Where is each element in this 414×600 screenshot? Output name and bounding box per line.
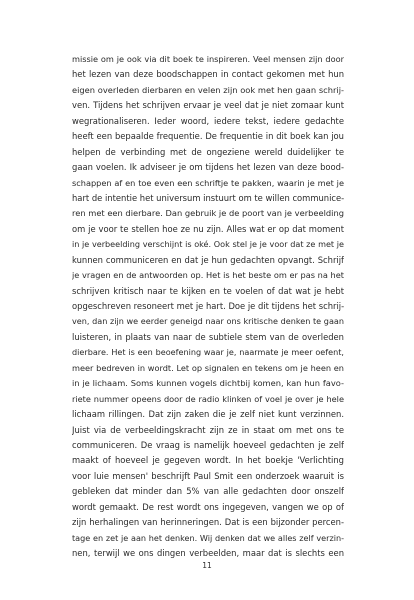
text-line: wegrationaliseren. Ieder woord, iedere tekst, iedere gedachte bbox=[72, 115, 344, 126]
text-line: gaan voelen. Ik adviseer je om tijdens het lezen van deze bood- bbox=[72, 162, 344, 173]
text-line: het lezen van deze boodschappen in contact gekomen met hun bbox=[72, 69, 344, 80]
text-line: luisteren, in plaats van naar de subtiele stem van de overleden bbox=[72, 331, 344, 342]
text-line: eigen overleden dierbaren en velen zijn ook met hen gaan schrij- bbox=[72, 84, 344, 95]
text-line: tage en zet je aan het denken. Wij denken dat we alles zelf verzin- bbox=[72, 532, 344, 543]
text-line: ven. Tijdens het schrijven ervaar je veel dat je niet zomaar kunt bbox=[72, 100, 344, 111]
body-text bbox=[72, 52, 344, 561]
text-line: om je voor te stellen hoe ze nu zijn. Alles wat er op dat moment bbox=[72, 223, 344, 234]
text-line: schappen af en toe even een schriftje te pakken, waarin je met je bbox=[72, 177, 344, 188]
text-line: maakt of hoeveel je gegeven wordt. In het boekje 'Verlichting bbox=[72, 455, 344, 466]
text-line: lichaam rillingen. Dat zijn zaken die je zelf niet kunt verzinnen. bbox=[72, 409, 344, 420]
text-line: zijn herhalingen van herinneringen. Dat is een bijzonder percen- bbox=[72, 517, 344, 528]
text-line: heeft een bepaalde frequentie. De frequentie in dit boek kan jou bbox=[72, 131, 344, 142]
text-line: opgeschreven resoneert met je hart. Doe je dit tijdens het schrij- bbox=[72, 301, 344, 311]
text-line: nen, terwijl we ons dingen verbeelden, maar dat is slechts een bbox=[72, 548, 344, 558]
text-line: in je verbeelding verschijnt is oké. Ook stel je je voor dat ze met je bbox=[72, 239, 344, 250]
text-line: ren met een dierbare. Dan gebruik je de poort van je verbeelding bbox=[72, 208, 344, 219]
text-line: voor luie mensen' beschrijft Paul Smit een onderzoek waaruit is bbox=[72, 470, 344, 481]
text-line: meer bedreven in wordt. Let op signalen en tekens om je heen en bbox=[72, 362, 344, 373]
text-line: schrijven kritisch naar te kijken en te voelen of dat wat je hebt bbox=[72, 285, 344, 296]
text-line: je vragen en de antwoorden op. Het is het beste om er pas na het bbox=[72, 270, 344, 281]
text-line: hart de intentie het universum instuurt om te willen communice- bbox=[72, 192, 344, 203]
text-line: gebleken dat minder dan 5% van alle gedachten door onszelf bbox=[72, 486, 344, 497]
text-line: riete nummer opeens door de radio klinken of voel je over je hele bbox=[72, 393, 344, 404]
text-line: missie om je ook via dit boek te inspireren. Veel mensen zijn door bbox=[72, 54, 344, 64]
text-line: kunnen communiceren en dat je hun gedachten opvangt. Schrijf bbox=[72, 254, 344, 265]
text-line: ven, dan zijn we eerder geneigd naar ons kritische denken te gaan bbox=[72, 316, 344, 327]
text-line: communiceren. De vraag is namelijk hoeveel gedachten je zelf bbox=[72, 439, 344, 450]
text-line: Juist via de verbeeldingskracht zijn ze in staat om met ons te bbox=[72, 424, 344, 435]
text-line: wordt gemaakt. De rest wordt ons ingegeven, vangen we op of bbox=[72, 501, 344, 512]
page-number: 11 bbox=[202, 561, 212, 570]
text-line: in je lichaam. Soms kunnen vogels dichtbij komen, kan hun favo- bbox=[72, 378, 344, 389]
text-line: dierbare. Het is een beoefening waar je, naarmate je meer oefent, bbox=[72, 347, 344, 358]
text-line: helpen de verbinding met de ongeziene wereld duidelijker te bbox=[72, 146, 344, 157]
